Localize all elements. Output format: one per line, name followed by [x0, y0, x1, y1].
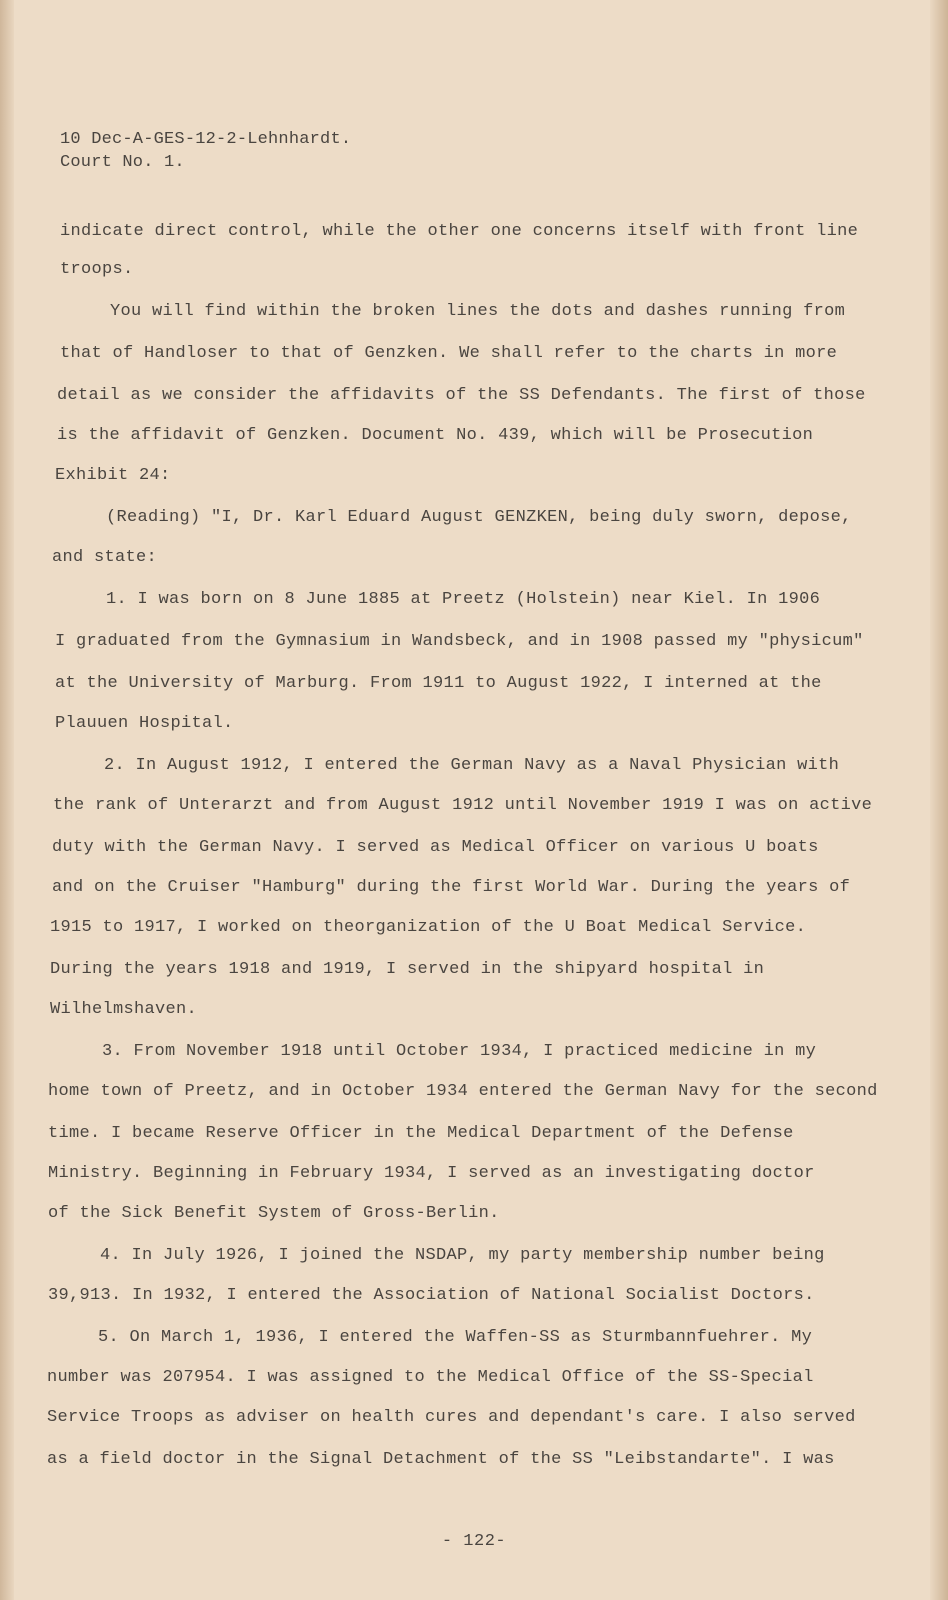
text-line: time. I became Reserve Officer in the Medical Department of the Defense	[48, 1124, 794, 1143]
text-line: is the affidavit of Genzken. Document No. 439, which will be Prosecution	[57, 426, 814, 445]
text-line: 5. On March 1, 1936, I entered the Waffen-SS as Sturmbannfuehrer. My	[98, 1328, 813, 1347]
text-line: I graduated from the Gymnasium in Wandsbeck, and in 1908 passed my "physicum"	[55, 632, 864, 651]
text-line: 1915 to 1917, I worked on theorganization of the U Boat Medical Service.	[50, 918, 807, 937]
text-line: at the University of Marburg. From 1911 to August 1922, I interned at the	[55, 674, 822, 693]
text-line: and state:	[52, 548, 158, 567]
text-line: Exhibit 24:	[55, 466, 171, 485]
text-line: 4. In July 1926, I joined the NSDAP, my party membership number being	[100, 1246, 825, 1265]
court-number: Court No. 1.	[60, 153, 185, 172]
text-line: the rank of Unterarzt and from August 1912 until November 1919 I was on active	[53, 796, 873, 815]
text-line: You will find within the broken lines the dots and dashes running from	[110, 302, 846, 321]
text-line: indicate direct control, while the other one concerns itself with front line	[60, 222, 859, 241]
text-line: 1. I was born on 8 June 1885 at Preetz (Holstein) near Kiel. In 1906	[106, 590, 821, 609]
text-line: home town of Preetz, and in October 1934 entered the German Navy for the second	[48, 1082, 878, 1101]
text-line: as a field doctor in the Signal Detachment of the SS "Leibstandarte". I was	[47, 1450, 835, 1469]
text-line: detail as we consider the affidavits of the SS Defendants. The first of those	[57, 386, 866, 405]
text-line: duty with the German Navy. I served as Medical Officer on various U boats	[52, 838, 819, 857]
document-header	[60, 128, 351, 174]
text-line: Wilhelmshaven.	[50, 1000, 198, 1019]
text-line: troops.	[60, 260, 134, 279]
text-line: 2. In August 1912, I entered the German Navy as a Naval Physician with	[104, 756, 840, 775]
text-line: Service Troops as adviser on health cures and dependant's care. I also served	[47, 1408, 856, 1427]
text-line: number was 207954. I was assigned to the Medical Office of the SS-Special	[47, 1368, 814, 1387]
page-number: - 122-	[441, 1532, 507, 1551]
text-line: that of Handloser to that of Genzken. We shall refer to the charts in more	[60, 344, 838, 363]
text-line: and on the Cruiser "Hamburg" during the first World War. During the years of	[52, 878, 851, 897]
text-line: During the years 1918 and 1919, I served in the shipyard hospital in	[50, 960, 765, 979]
text-line: of the Sick Benefit System of Gross-Berlin.	[48, 1204, 500, 1223]
text-line: Plauuen Hospital.	[55, 714, 234, 733]
text-line: Ministry. Beginning in February 1934, I served as an investigating doctor	[48, 1164, 815, 1183]
text-line: (Reading) "I, Dr. Karl Eduard August GENZKEN, being duly sworn, depose,	[106, 508, 852, 527]
text-line: 39,913. In 1932, I entered the Association of National Socialist Doctors.	[48, 1286, 815, 1305]
document-reference: 10 Dec-A-GES-12-2-Lehnhardt.	[60, 130, 352, 149]
text-line: 3. From November 1918 until October 1934, I practiced medicine in my	[102, 1042, 817, 1061]
